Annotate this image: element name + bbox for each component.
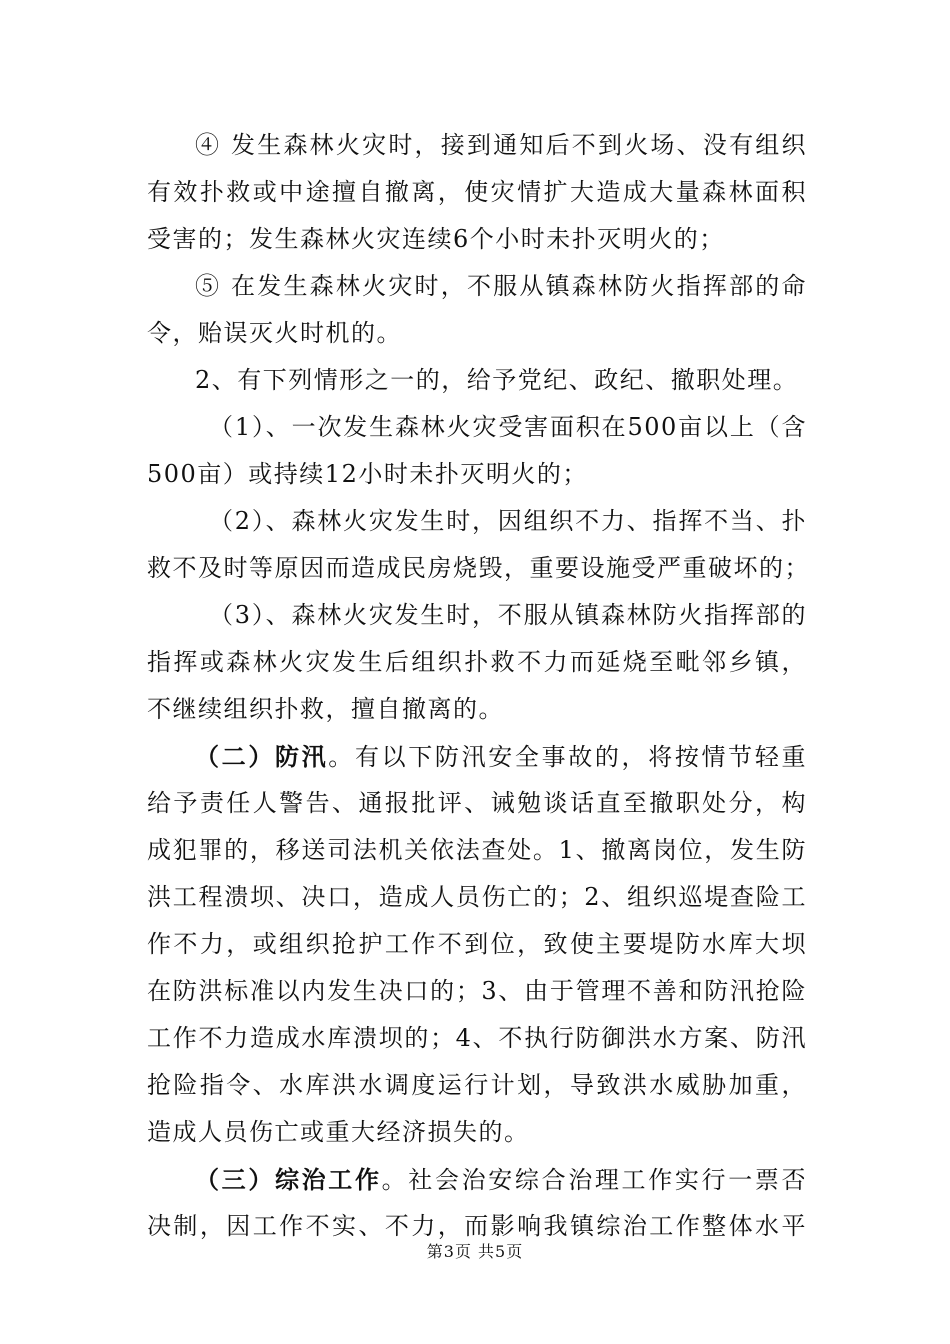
document-body	[147, 122, 810, 1250]
text-line: 在防洪标准以内发生决口的；3、由于管理不善和防汛抢险	[147, 977, 807, 1005]
text-line: 2、有下列情形之一的，给予党纪、政纪、撤职处理。	[195, 366, 799, 394]
text-line: 受害的；发生森林火灾连续6个小时未扑灭明火的；	[147, 225, 725, 253]
paragraph-section-2	[147, 357, 807, 404]
text-line: 决制，因工作不实、不力，而影响我镇综治工作整体水平	[147, 1212, 807, 1240]
text-line: ⑤ 在发生森林火灾时，不服从镇森林防火指挥部的命	[195, 272, 807, 300]
text-line: 救不及时等原因而造成民房烧毁，重要设施受严重破坏的；	[147, 554, 810, 582]
text-line: 有效扑救或中途擅自撤离，使灾情扩大造成大量森林面积	[147, 178, 807, 206]
text-line: 令，贻误灭火时机的。	[147, 319, 402, 347]
paragraph-case-2	[147, 498, 810, 592]
text-line: 不继续组织扑救，擅自撤离的。	[147, 695, 504, 723]
text-line: 洪工程溃坝、决口，造成人员伤亡的；2、组织巡堤查险工	[147, 883, 807, 911]
paragraph-item-5	[147, 263, 807, 357]
text-line: 给予责任人警告、通报批评、诫勉谈话直至撤职处分，构	[147, 789, 807, 817]
text-line	[147, 1156, 807, 1203]
text-line: ④ 发生森林火灾时，接到通知后不到火场、没有组织	[195, 131, 807, 159]
paragraph-flood-control	[147, 733, 807, 1156]
text-line: 工作不力造成水库溃坝的；4、不执行防御洪水方案、防汛	[147, 1024, 807, 1052]
text-line: 指挥或森林火灾发生后组织扑救不力而延烧至毗邻乡镇，	[147, 648, 807, 676]
paragraph-item-4	[147, 122, 807, 263]
section-heading: （二）防汛	[195, 742, 329, 771]
text-line: （3）、森林火灾发生时，不服从镇森林防火指挥部的	[209, 601, 807, 629]
text-line: 造成人员伤亡或重大经济损失的。	[147, 1118, 530, 1146]
text-line	[147, 733, 807, 780]
text-fragment: 。有以下防汛安全事故的，将按情节轻重	[328, 743, 808, 771]
text-line: 成犯罪的，移送司法机关依法查处。1、撤离岗位，发生防	[147, 836, 807, 864]
text-line: 抢险指令、水库洪水调度运行计划，导致洪水威胁加重，	[147, 1071, 807, 1099]
text-line: （1）、一次发生森林火灾受害面积在500亩以上（含	[209, 413, 807, 441]
text-line: 作不力，或组织抢护工作不到位，致使主要堤防水库大坝	[147, 930, 807, 958]
paragraph-comprehensive-governance	[147, 1156, 807, 1250]
section-heading: （三）综治工作	[195, 1165, 382, 1194]
paragraph-case-1	[147, 404, 807, 498]
paragraph-case-3	[147, 592, 807, 733]
text-fragment: 。社会治安综合治理工作实行一票否	[381, 1166, 808, 1194]
page-number-footer: 第3页 共5页	[426, 1242, 524, 1261]
text-line: （2）、森林火灾发生时，因组织不力、指挥不当、扑	[209, 507, 807, 535]
text-line: 500亩）或持续12小时未扑灭明火的；	[147, 460, 588, 488]
